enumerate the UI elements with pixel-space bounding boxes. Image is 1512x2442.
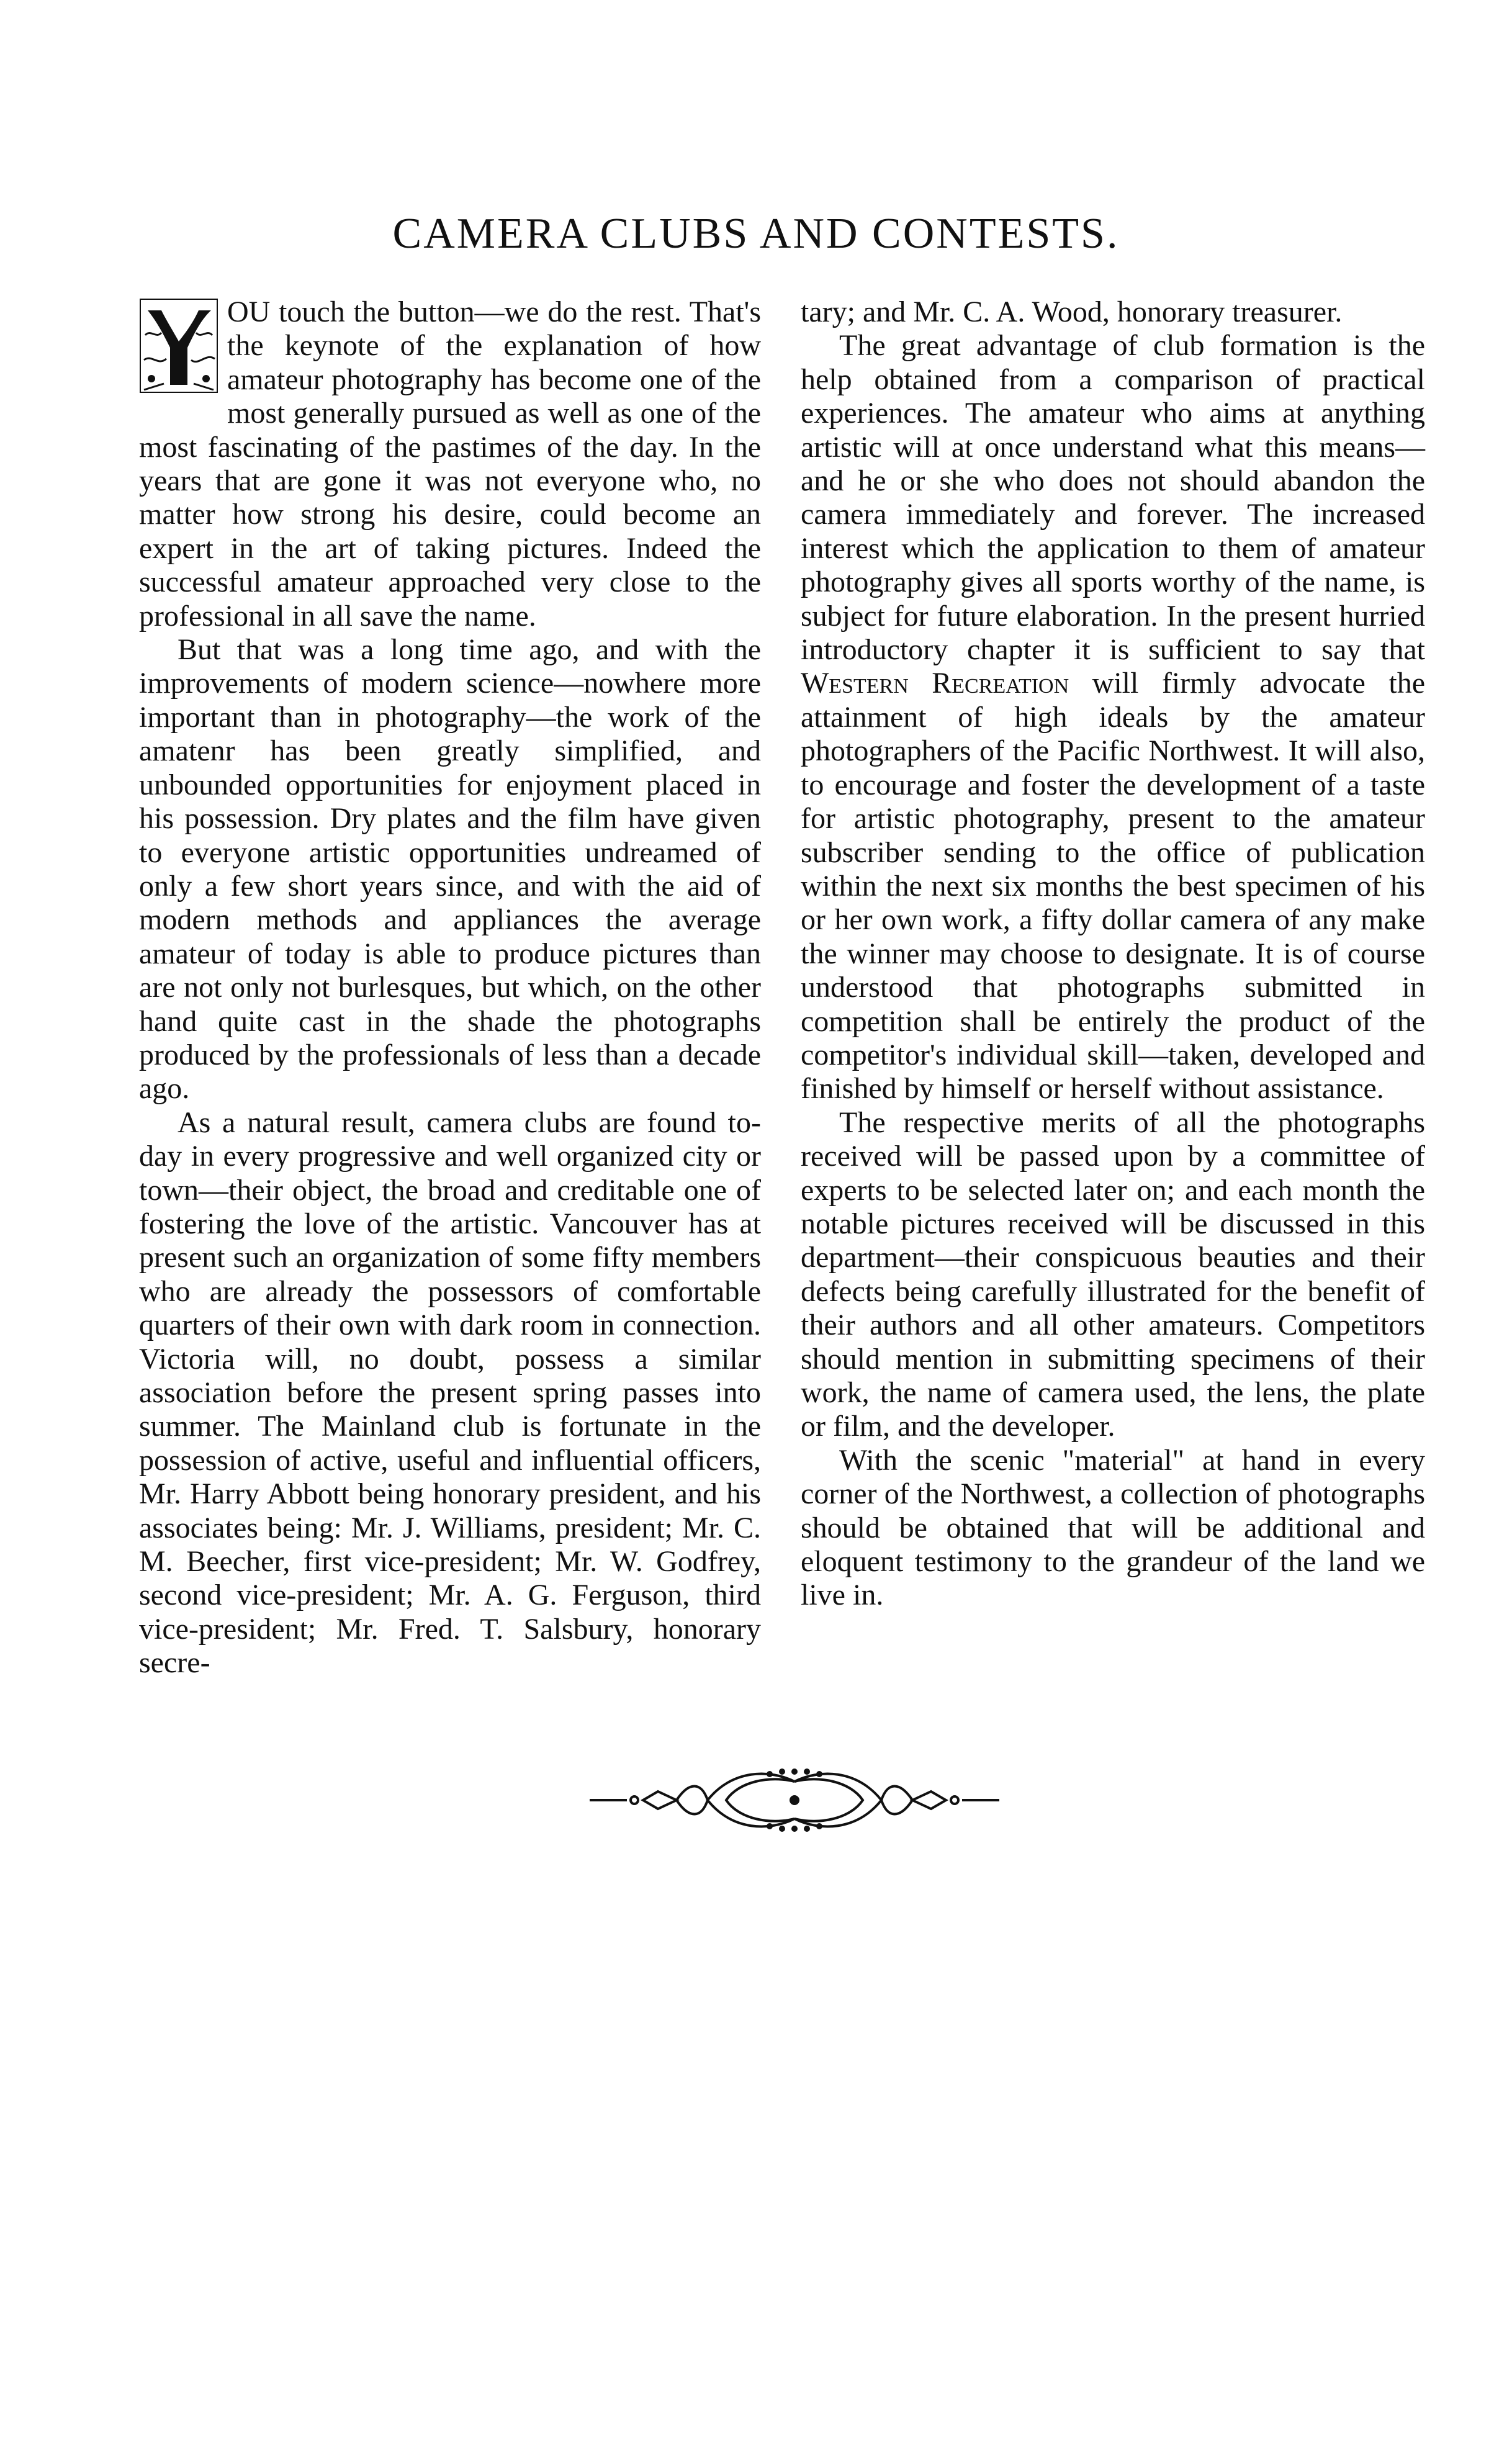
paragraph-7: With the scenic "material" at hand in every corner of the Northwest, a collection of photographs should be obtained that will be additional and eloquent testimony to the grandeur of the land we live in. <box>801 1443 1425 1612</box>
paragraph-4: tary; and Mr. C. A. Wood, honorary treasurer. <box>801 295 1343 328</box>
paragraph-1 <box>139 295 761 633</box>
paragraph-5 <box>801 329 1425 1106</box>
page-title: CAMERA CLUBS AND CONTESTS. <box>392 210 1120 258</box>
right-column <box>801 295 1425 1613</box>
left-column <box>139 295 761 1680</box>
paragraph-5-continued: will firmly advocate the attainment of high ideals by the amateur photographers of the Pacific Northwest. It will also, to encourage and foster the development of a taste for artistic photography, present to the amateur subscriber sending to the office of publication within the next six months the best specimen of his or her own work, a fifty dollar camera of any make the winner may choose to designate. It is of course understood that photographs submitted in competition shall be entirely the product of the competitor's individual skill—taken, developed and finished by himself or herself without assistance. <box>801 667 1425 1106</box>
paragraph-1-text: OU touch the button—we do the rest. That's the keynote of the explanation of how amateur photography has become one of the most generally pursued as well as one of the most fascinating of the pastimes of the day. In the years that are gone it was not everyone who, no matter how strong his desire, could become an expert in the art of taking pictures. Indeed the successful amateur approached very close to the professional in all save the name. <box>139 295 761 633</box>
paragraph-5-text: The great advantage of club formation is the help obtained from a comparison of practical experiences. The amateur who aims at anything artistic will at once understand what this means—and he or she who does not should abandon the camera immediately and forever. The increased interest which the application to them of amateur photography gives all sports worthy of the name, is subject for future elaboration. In the present hurried introductory chapter it is sufficient to say that <box>801 329 1425 667</box>
paragraph-6: The respective merits of all the photographs received will be passed upon by a committee of experts to be selected later on; and each month the notable pictures received will be discussed in this department—their conspicuous beauties and their defects being carefully illustrated for the benefit of their authors and all other amateurs. Competitors should mention in submitting specimens of their work, the name of camera used, the lens, the plate or film, and the developer. <box>801 1106 1425 1443</box>
paragraph-2: But that was a long time ago, and with the improvements of modern science—nowhere more important than in photography—the work of the amatenr has been greatly simplified, and unbounded opportunities for enjoyment placed in his possession. Dry plates and the film have given to everyone artistic opportunities undreamed of only a few short years since, and with the aid of modern methods and appliances the average amateur of today is able to produce pictures than are not only not burlesques, but which, on the other hand quite cast in the shade the photographs produced by the professionals of less than a decade ago. <box>139 633 761 1106</box>
drop-cap-y-icon <box>139 298 218 397</box>
decorative-scroll-divider-icon <box>583 1763 1006 1837</box>
paragraph-3: As a natural result, camera clubs are found to-day in every progressive and well organized city or town—their object, the broad and creditable one of fostering the love of the artistic. Vancouver has at present such an organization of some fifty members who are already the possessors of comfortable quarters of their own with dark room in connection. Victoria will, no doubt, possess a similar association before the present spring passes into summer. The Mainland club is fortunate in the possession of active, useful and influential officers, Mr. Harry Abbott being honorary president, and his associates being: Mr. J. Williams, president; Mr. C. M. Beecher, first vice-president; Mr. W. Godfrey, second vice-president; Mr. A. G. Ferguson, third vice-president; Mr. Fred. T. Salsbury, honorary secre- <box>139 1106 761 1680</box>
magazine-name: Western Recreation <box>801 667 1069 700</box>
